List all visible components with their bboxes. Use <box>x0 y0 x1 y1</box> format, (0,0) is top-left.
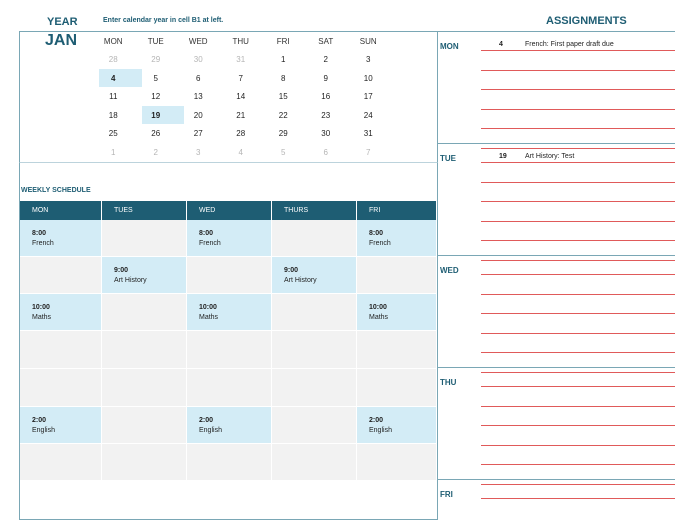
assignment-line[interactable] <box>481 70 675 71</box>
schedule-cell[interactable] <box>272 331 357 368</box>
schedule-row <box>20 331 437 369</box>
assignment-text[interactable]: French: First paper draft due <box>525 41 614 48</box>
calendar-day[interactable]: 1 <box>281 55 286 65</box>
schedule-cell[interactable] <box>20 369 102 406</box>
schedule-cell[interactable] <box>272 369 357 406</box>
weekday-label: SUN <box>359 36 377 46</box>
calendar-day[interactable]: 9 <box>323 73 328 83</box>
class-time: 2:00 <box>199 417 214 424</box>
schedule-cell[interactable] <box>187 294 272 330</box>
class-time: 10:00 <box>369 304 387 311</box>
assignment-line[interactable] <box>481 201 675 202</box>
weekday-label: TUE <box>147 36 164 46</box>
calendar-day[interactable]: 5 <box>281 147 286 157</box>
assignment-line[interactable] <box>481 182 675 183</box>
schedule-cell[interactable] <box>187 444 272 480</box>
assignment-date: 19 <box>499 153 507 160</box>
class-subject: English <box>369 427 392 434</box>
assignment-day-wed <box>437 255 675 367</box>
schedule-cell[interactable] <box>187 220 272 256</box>
schedule-cell[interactable] <box>20 331 102 368</box>
schedule-header-row <box>20 201 437 220</box>
weekly-schedule-title: WEEKLY SCHEDULE <box>21 187 91 194</box>
class-time: 9:00 <box>284 267 299 274</box>
weekday-label: WED <box>188 36 208 46</box>
calendar-day[interactable]: 2 <box>323 55 328 65</box>
calendar-day[interactable]: 31 <box>236 55 246 65</box>
calendar-day[interactable]: 3 <box>196 147 201 157</box>
schedule-cell[interactable] <box>272 257 357 293</box>
calendar-day[interactable]: 2 <box>153 147 158 157</box>
assignment-day-tue <box>437 143 675 255</box>
calendar-day[interactable]: 24 <box>363 110 373 120</box>
class-time: 2:00 <box>369 417 384 424</box>
class-subject: English <box>199 427 222 434</box>
calendar-day[interactable]: 25 <box>108 129 118 139</box>
assignment-line[interactable] <box>481 333 675 334</box>
class-time: 8:00 <box>32 230 47 237</box>
weekday-label: MON <box>103 36 123 46</box>
class-time: 9:00 <box>114 267 129 274</box>
schedule-cell[interactable] <box>187 257 272 293</box>
calendar-week-row <box>99 51 399 70</box>
calendar-day[interactable]: 10 <box>363 73 373 83</box>
calendar-day[interactable]: 7 <box>238 73 243 83</box>
calendar-day[interactable]: 29 <box>278 129 288 139</box>
assignment-line[interactable] <box>481 445 675 446</box>
calendar-week-row <box>99 69 399 88</box>
calendar-day[interactable]: 1 <box>111 147 116 157</box>
schedule-column-header: THURS <box>272 201 357 220</box>
calendar-day[interactable]: 4 <box>99 69 142 87</box>
weekday-label: THU <box>232 36 249 46</box>
calendar-day[interactable]: 28 <box>236 129 246 139</box>
calendar-week-row <box>99 106 399 125</box>
assignment-line[interactable] <box>481 240 675 241</box>
schedule-cell[interactable] <box>20 444 102 480</box>
class-time: 10:00 <box>32 304 50 311</box>
assignment-line[interactable] <box>481 109 675 110</box>
schedule-cell[interactable] <box>102 369 187 406</box>
assignment-line[interactable] <box>481 50 675 51</box>
assignment-day-label: FRI <box>440 490 453 499</box>
schedule-cell[interactable] <box>357 257 437 293</box>
calendar-day[interactable]: 18 <box>108 110 118 120</box>
schedule-row <box>20 407 437 444</box>
schedule-cell[interactable] <box>357 294 437 330</box>
assignment-line[interactable] <box>481 313 675 314</box>
assignment-line[interactable] <box>481 274 675 275</box>
assignment-day-label: MON <box>440 42 459 51</box>
schedule-cell[interactable] <box>20 220 102 256</box>
assignment-line[interactable] <box>481 386 675 387</box>
schedule-cell[interactable] <box>102 444 187 480</box>
calendar-day[interactable]: 6 <box>196 73 201 83</box>
calendar-day[interactable]: 21 <box>236 110 246 120</box>
calendar-day[interactable]: 19 <box>142 106 185 124</box>
schedule-column-header: MON <box>20 201 102 220</box>
assignment-line[interactable] <box>481 498 675 499</box>
assignment-line[interactable] <box>481 294 675 295</box>
schedule-cell[interactable] <box>102 407 187 443</box>
weekday-label: FRI <box>276 36 290 46</box>
weekly-schedule-table <box>20 201 437 481</box>
calendar-week-row <box>99 125 399 144</box>
schedule-row <box>20 257 437 294</box>
assignment-line[interactable] <box>481 406 675 407</box>
assignment-line[interactable] <box>481 89 675 90</box>
assignment-day-label: THU <box>440 378 457 387</box>
schedule-cell[interactable] <box>20 257 102 293</box>
class-subject: Maths <box>32 314 52 321</box>
class-subject: Art History <box>284 277 317 284</box>
class-time: 8:00 <box>199 230 214 237</box>
calendar-day[interactable]: 3 <box>366 55 371 65</box>
assignment-text[interactable]: Art History: Test <box>525 153 575 160</box>
schedule-row <box>20 294 437 331</box>
calendar-day[interactable]: 31 <box>363 129 373 139</box>
schedule-cell[interactable] <box>102 294 187 330</box>
schedule-cell[interactable] <box>357 331 437 368</box>
assignment-line[interactable] <box>481 128 675 129</box>
calendar-week-row <box>99 88 399 107</box>
calendar-day[interactable]: 28 <box>108 55 118 65</box>
assignment-day-label: TUE <box>440 154 456 163</box>
assignment-line[interactable] <box>481 162 675 163</box>
schedule-cell[interactable] <box>102 257 187 293</box>
assignment-day-mon <box>437 31 675 143</box>
calendar-day[interactable]: 22 <box>278 110 288 120</box>
class-subject: Maths <box>199 314 219 321</box>
class-subject: French <box>32 240 54 247</box>
mini-calendar <box>99 32 399 162</box>
assignment-line[interactable] <box>481 464 675 465</box>
calendar-weekday-header <box>99 32 399 51</box>
assignment-day-fri <box>437 479 675 520</box>
calendar-day[interactable]: 30 <box>321 129 331 139</box>
calendar-day[interactable]: 4 <box>238 147 243 157</box>
assignment-line[interactable] <box>481 221 675 222</box>
assignment-date: 4 <box>499 41 503 48</box>
schedule-cell[interactable] <box>102 331 187 368</box>
calendar-day[interactable]: 23 <box>321 110 331 120</box>
calendar-day[interactable]: 20 <box>193 110 203 120</box>
calendar-day[interactable]: 17 <box>363 92 373 102</box>
instruction-text: Enter calendar year in cell B1 at left. <box>103 17 224 24</box>
schedule-column-header: WED <box>187 201 272 220</box>
schedule-cell[interactable] <box>187 369 272 406</box>
schedule-cell[interactable] <box>272 220 357 256</box>
calendar-day[interactable]: 11 <box>109 92 118 102</box>
calendar-day[interactable]: 12 <box>151 92 161 102</box>
calendar-day[interactable]: 6 <box>323 147 328 157</box>
class-subject: French <box>369 240 391 247</box>
schedule-cell[interactable] <box>20 407 102 443</box>
schedule-cell[interactable] <box>187 331 272 368</box>
class-subject: Art History <box>114 277 147 284</box>
calendar-day[interactable]: 26 <box>151 129 161 139</box>
schedule-row <box>20 369 437 407</box>
month-label: JAN <box>45 32 78 49</box>
schedule-cell[interactable] <box>357 369 437 406</box>
calendar-day[interactable]: 5 <box>153 73 158 83</box>
assignment-line[interactable] <box>481 425 675 426</box>
calendar-day[interactable]: 7 <box>366 147 371 157</box>
assignments-title: ASSIGNMENTS <box>546 15 627 27</box>
calendar-day[interactable]: 16 <box>321 92 331 102</box>
class-subject: English <box>32 427 55 434</box>
calendar-day[interactable]: 8 <box>281 73 286 83</box>
class-time: 2:00 <box>32 417 47 424</box>
schedule-cell[interactable] <box>357 444 437 480</box>
schedule-cell[interactable] <box>357 407 437 443</box>
calendar-day[interactable]: 13 <box>193 92 203 102</box>
class-time: 8:00 <box>369 230 384 237</box>
schedule-cell[interactable] <box>102 220 187 256</box>
schedule-cell[interactable] <box>272 444 357 480</box>
schedule-row <box>20 220 437 257</box>
calendar-day[interactable]: 27 <box>193 129 203 139</box>
schedule-column-header: FRI <box>357 201 437 220</box>
calendar-week-row <box>99 143 399 162</box>
class-subject: French <box>199 240 221 247</box>
weekday-label: SAT <box>318 36 334 46</box>
schedule-column-header: TUES <box>102 201 187 220</box>
calendar-day[interactable]: 29 <box>151 55 161 65</box>
class-time: 10:00 <box>199 304 217 311</box>
schedule-cell[interactable] <box>187 407 272 443</box>
schedule-cell[interactable] <box>272 294 357 330</box>
assignment-day-label: WED <box>440 266 459 275</box>
schedule-cell[interactable] <box>20 294 102 330</box>
schedule-cell[interactable] <box>272 407 357 443</box>
year-label: YEAR <box>47 16 78 28</box>
calendar-day[interactable]: 30 <box>193 55 203 65</box>
assignment-line[interactable] <box>481 352 675 353</box>
assignment-day-thu <box>437 367 675 479</box>
schedule-cell[interactable] <box>357 220 437 256</box>
calendar-day[interactable]: 14 <box>236 92 246 102</box>
class-subject: Maths <box>369 314 389 321</box>
calendar-day[interactable]: 15 <box>278 92 288 102</box>
schedule-row <box>20 444 437 481</box>
